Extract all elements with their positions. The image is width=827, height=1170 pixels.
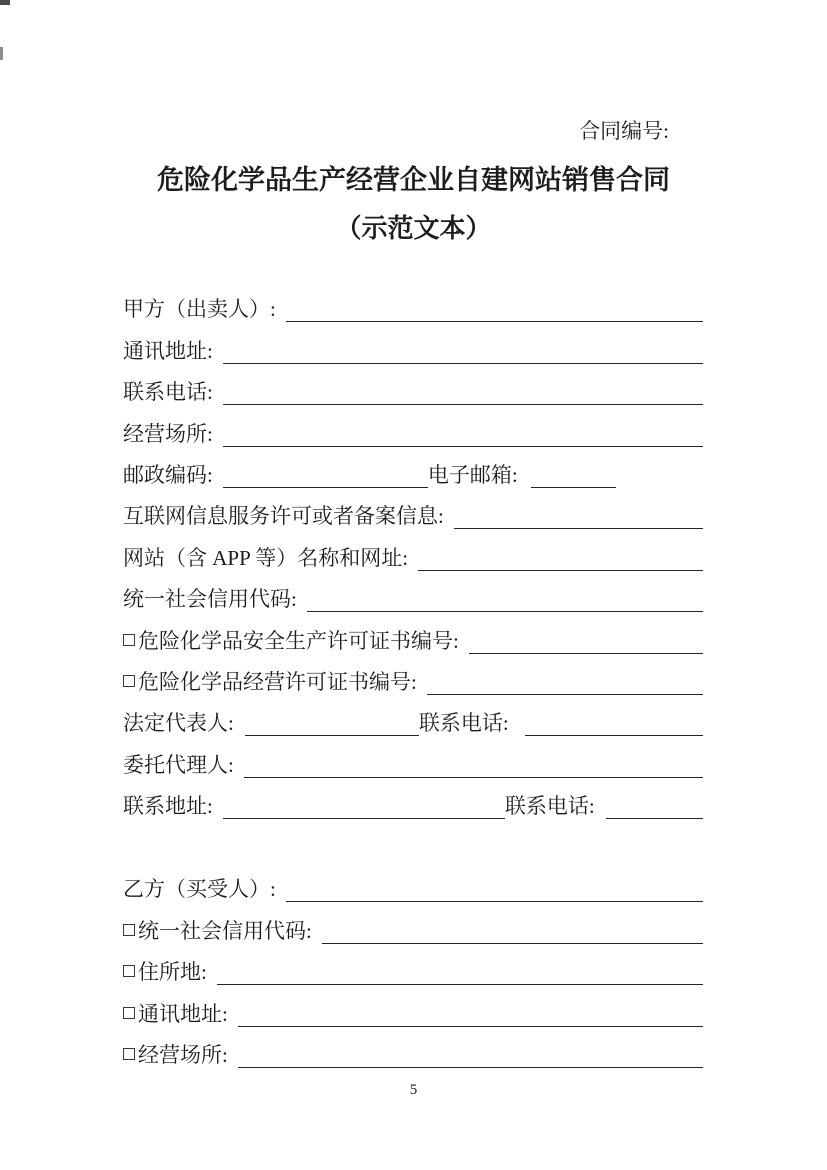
field-row-postcode-email (123, 447, 703, 488)
field-label: 法定代表人: (123, 711, 234, 736)
field-label-text: 危险化学品安全生产许可证书编号: (138, 628, 459, 653)
field-label-text: 通讯地址: (138, 1001, 228, 1026)
field-row-operation-license (123, 654, 703, 695)
fill-in-line (223, 815, 505, 819)
field-label-text: 统一社会信用代码: (138, 918, 312, 943)
fill-in-line (223, 360, 703, 364)
fill-in-line (286, 318, 703, 322)
field-label: 联系地址: (123, 794, 213, 819)
fill-in-line (469, 650, 703, 654)
field-label: 电子邮箱: (427, 462, 518, 487)
field-row-website-name-url (123, 529, 703, 570)
field-label (123, 919, 312, 944)
field-label-text: 住所地: (138, 960, 207, 985)
page-number: 5 (409, 1082, 418, 1098)
field-row-mailing-address (123, 322, 703, 363)
field-label: 联系电话: (504, 794, 595, 819)
field-row-entrusted-agent (123, 736, 703, 777)
field-label: 互联网信息服务许可或者备案信息: (123, 504, 444, 529)
checkbox-icon (123, 1048, 135, 1060)
field-label: 乙方（买受人）: (123, 877, 276, 902)
field-row-safety-production-license (123, 612, 703, 653)
field-label (123, 1002, 228, 1027)
document-title: 危险化学品生产经营企业自建网站销售合同 (157, 165, 670, 195)
field-label: 通讯地址: (123, 338, 213, 363)
field-label (123, 960, 207, 985)
fill-in-line (322, 940, 703, 944)
fill-in-line (223, 484, 428, 488)
checkbox-icon (123, 675, 135, 687)
field-label: 联系电话: (123, 380, 213, 405)
field-label: 网站（含 APP 等）名称和网址: (123, 545, 409, 570)
field-label: 邮政编码: (123, 462, 213, 487)
field-row-legal-representative (123, 695, 703, 736)
field-label (123, 1043, 228, 1068)
checkbox-icon (123, 924, 135, 936)
fill-in-line (606, 815, 703, 819)
field-row-party-b-name (123, 861, 703, 902)
fill-in-line (244, 774, 703, 778)
field-label-text: 经营场所: (138, 1043, 228, 1068)
field-label-text: 危险化学品经营许可证书编号: (138, 669, 417, 694)
field-label: 委托代理人: (123, 752, 234, 777)
field-label: 联系电话: (418, 711, 509, 736)
fill-in-line (223, 443, 703, 447)
checkbox-icon (123, 965, 135, 977)
field-row-party-a-name (123, 281, 703, 322)
field-row-internet-license (123, 488, 703, 529)
document-title-block (0, 163, 827, 246)
contract-number-label: 合同编号: (579, 119, 669, 143)
section-spacer (123, 819, 703, 861)
fill-in-line (238, 1064, 703, 1068)
scan-artifact-icon (0, 47, 3, 60)
field-row-party-b-business-premises (123, 1027, 703, 1068)
field-row-credit-code (123, 571, 703, 612)
fill-in-line (531, 484, 616, 488)
field-label: 经营场所: (123, 421, 213, 446)
field-row-party-b-credit-code (123, 902, 703, 943)
field-row-party-b-mailing-address (123, 985, 703, 1026)
fill-in-line (223, 401, 703, 405)
contract-form (123, 281, 703, 1068)
document-subtitle: （示范文本） (335, 214, 492, 243)
field-row-business-premises (123, 405, 703, 446)
scan-artifact-icon (0, 0, 10, 5)
field-label: 统一社会信用代码: (123, 587, 297, 612)
fill-in-line (238, 1023, 703, 1027)
checkbox-icon (123, 1007, 135, 1019)
fill-in-line (307, 608, 703, 612)
checkbox-icon (123, 634, 135, 646)
fill-in-line (454, 525, 703, 529)
field-label (123, 670, 417, 695)
fill-in-line (427, 691, 703, 695)
fill-in-line (245, 732, 419, 736)
fill-in-line (525, 732, 703, 736)
fill-in-line (286, 898, 703, 902)
field-row-contact-address (123, 778, 703, 819)
field-label: 甲方（出卖人）: (123, 297, 276, 322)
fill-in-line (418, 567, 703, 571)
field-row-phone (123, 364, 703, 405)
field-label (123, 629, 459, 654)
field-row-party-b-residence (123, 944, 703, 985)
fill-in-line (217, 981, 703, 985)
